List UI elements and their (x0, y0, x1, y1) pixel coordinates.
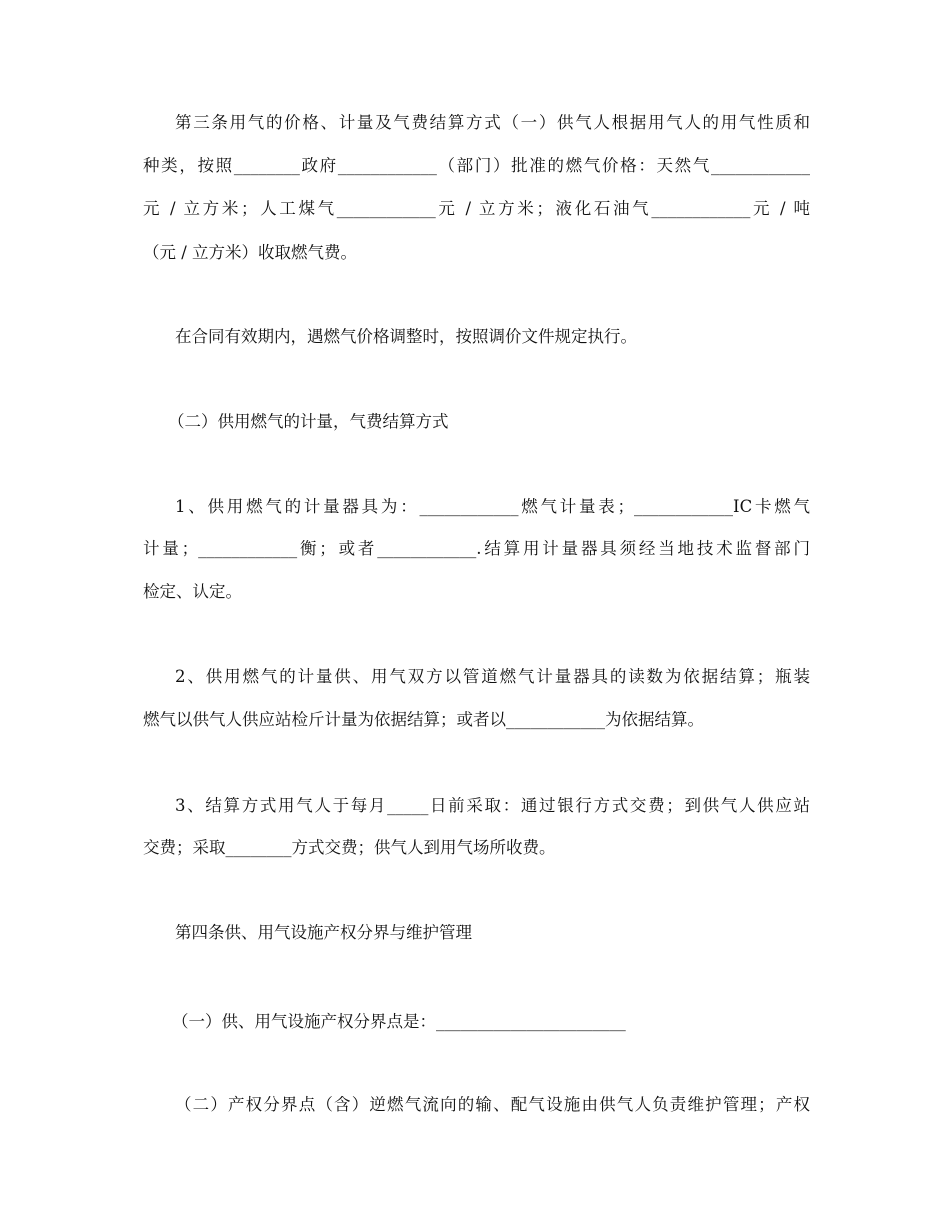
paragraph-line: 1、供用燃气的计量器具为：____________燃气计量表；____________IC卡燃气 (175, 497, 810, 516)
paragraph-line: （二）产权分界点（含）逆燃气流向的输、配气设施由供气人负责维护管理；产权 (175, 1095, 810, 1114)
section-heading: 第四条供、用气设施产权分界与维护管理 (175, 923, 472, 942)
paragraph-line: 燃气以供气人供应站检斤计量为依据结算；或者以____________为依据结算。 (143, 710, 704, 729)
paragraph-line: 在合同有效期内，遇燃气价格调整时，按照调价文件规定执行。 (175, 327, 637, 346)
paragraph-line: 2、供用燃气的计量供、用气双方以管道燃气计量器具的读数为依据结算；瓶装 (175, 667, 810, 686)
paragraph-line: （一）供、用气设施产权分界点是：_______________________ (172, 1012, 626, 1031)
paragraph-line: 种类，按照________政府____________（部门）批准的燃气价格：天然气____________ (143, 156, 810, 175)
paragraph-line: 检定、认定。 (143, 582, 242, 601)
paragraph-line: 元 / 立方米；人工煤气____________元 / 立方米；液化石油气____________元 / 吨 (143, 199, 810, 218)
paragraph-line: 第三条用气的价格、计量及气费结算方式（一）供气人根据用气人的用气性质和 (175, 113, 810, 132)
section-heading: （二）供用燃气的计量，气费结算方式 (168, 412, 449, 431)
paragraph-line: 交费；采取________方式交费；供气人到用气场所收费。 (143, 838, 556, 857)
paragraph-line: 3、结算方式用气人于每月_____日前采取：通过银行方式交费；到供气人供应站 (175, 796, 810, 815)
paragraph-line: 计量；____________衡；或者____________.结算用计量器具须经当地技术监督部门 (143, 539, 810, 558)
paragraph-line: （元 / 立方米）收取燃气费。 (143, 243, 358, 262)
